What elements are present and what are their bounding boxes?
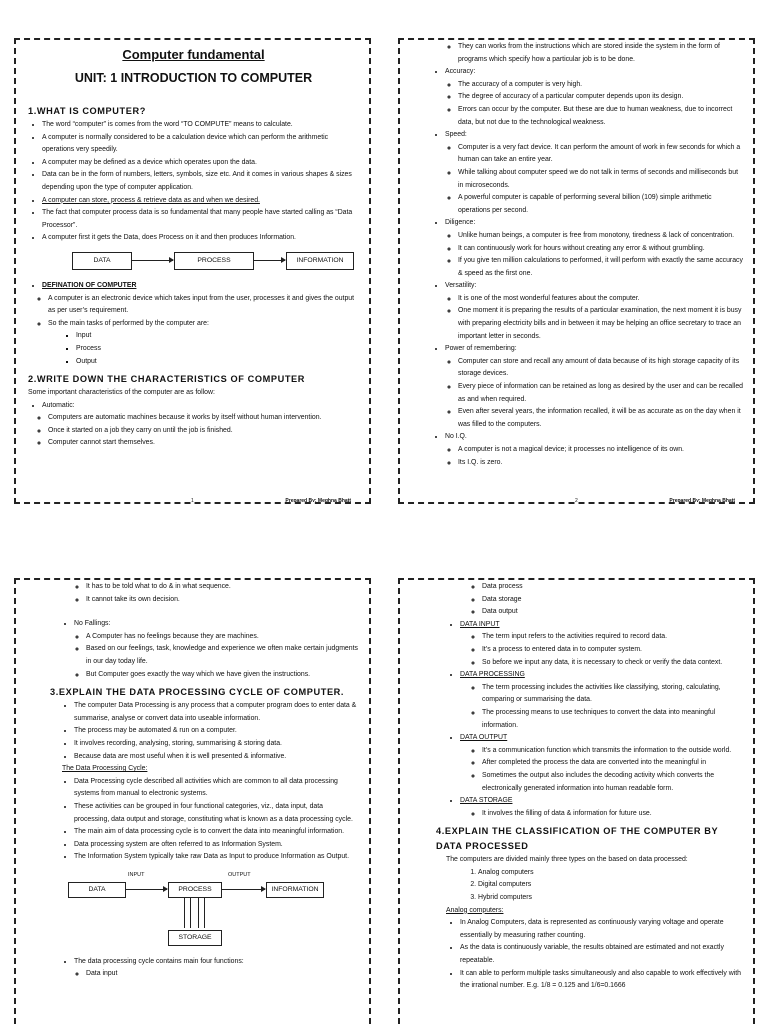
list-item: ◦ It is one of the most wonderful features about the computer. [458, 293, 743, 306]
list-item: • Data can be in the form of numbers, letters, symbols, size etc. And it comes in various shapes & sizes depending upon the type of computer application. [42, 169, 359, 194]
list-item: ◦ The processing means to use techniques to convert the data into meaningful information. [482, 707, 743, 732]
list-item: ◦ So the main tasks of performed by the computer are: [48, 318, 359, 331]
list-item: ▪ Output [76, 356, 359, 369]
list-item: ◦ Based on our feelings, task, knowledge and experience we often make certain judgments in our day today life. [86, 643, 359, 668]
list-item: • A computer may be defined as a device which operates upon the data. [42, 157, 359, 170]
list-item: 1. Analog computers [478, 867, 743, 880]
list-item: ◦ Data output [482, 606, 743, 619]
list-item: ▪ Process [76, 343, 359, 356]
list-item: • In Analog Computers, data is represented as continuously varying voltage and operate essentially by measuring rather counting. [460, 917, 743, 942]
list-item: ◦ Its I.Q. is zero. [458, 457, 743, 470]
list-item: ◦ Computer can store and recall any amount of data because of its high storage capacity of its storage devices. [458, 356, 743, 381]
list-item: • The fact that computer process data is so fundamental that many people have started calling as “Data Processor”. [42, 207, 359, 232]
arrow-icon [221, 889, 265, 890]
list-item: • Diligence: [445, 217, 743, 230]
diagram-box-storage: STORAGE [168, 930, 222, 946]
paragraph: The computers are divided mainly three types on the based on data processed: [446, 856, 688, 864]
list-item: ◦ One moment it is preparing the results of a particular examination, the next moment it is busy with preparing electricity bills and in between it may be helping an office secretary to trace an important letter in seconds. [458, 305, 743, 343]
list-item: ◦ After completed the process the data are converted into the meaningful in [482, 757, 743, 770]
section-heading: 1.WHAT IS COMPUTER? [28, 106, 146, 116]
list-item: ◦ Sometimes the output also includes the decoding activity which converts the electronically generated information into human readable form. [482, 770, 743, 795]
section-heading: 2.WRITE DOWN THE CHARACTERISTICS OF COMPUTER [28, 374, 306, 385]
list-item: ◦ It’s a process to entered data in to computer system. [482, 644, 743, 657]
arrow-icon [125, 889, 167, 890]
list-item: 2. Digital computers [478, 879, 743, 892]
list-item: • No I.Q. [445, 431, 743, 444]
list-item: • A computer can store, process & retrieve data as and when we desired. [42, 195, 359, 208]
arrow-icon [253, 260, 285, 261]
subheading: Analog computers: [446, 906, 504, 914]
list-item: • Data processing system are often referred to as Information System. [74, 839, 359, 852]
list-item: ◦ But Computer goes exactly the way which we have given the instructions. [86, 669, 359, 682]
page-number: 1 [191, 498, 194, 504]
document-page-3 [14, 578, 371, 1024]
list-item: ▪ Input [76, 330, 359, 343]
page-number: 2 [575, 498, 578, 504]
unit-heading: UNIT: 1 INTRODUCTION TO COMPUTER [74, 71, 313, 85]
diagram-box-information: INFORMATION [266, 882, 324, 898]
flow-box-information: INFORMATION [286, 252, 354, 270]
list-item: ◦ They can works from the instructions which are stored inside the system in the form of programs which specify how a particular job is to be done. [458, 41, 743, 66]
data-processing-diagram [28, 872, 359, 950]
diagram-box-process: PROCESS [168, 882, 222, 898]
list-item: • No Fallings: [74, 618, 359, 631]
list-item: ◦ A Computer has no feelings because they are machines. [86, 631, 359, 644]
list-item: • It involves recording, analysing, storing, summarising & storing data. [74, 738, 359, 751]
paragraph: Some important characteristics of the computer are as follow: [28, 389, 215, 397]
prepared-by: Prepared By: Meghna Bhatt [285, 498, 351, 504]
list-item: ◦ Unlike human beings, a computer is free from monotony, tiredness & lack of concentration. [458, 230, 743, 243]
list-item: ◦ If you give ten million calculations to performed, it will perform with exactly the same accuracy & speed as the first one. [458, 255, 743, 280]
list-heading: • DATA STORAGE [460, 795, 743, 808]
flow-diagram [28, 250, 359, 274]
list-item: • As the data is continuously variable, the results obtained are estimated and not exactly repeatable. [460, 942, 743, 967]
list-item: • The word “computer” is comes from the word “TO COMPUTE” means to calculate. [42, 119, 359, 132]
flow-box-data: DATA [72, 252, 132, 270]
list-item: • The main aim of data processing cycle is to convert the data into meaningful information. [74, 826, 359, 839]
section-heading: 4.EXPLAIN THE CLASSIFICATION OF THE COMPUTER BY DATA PROCESSED [436, 826, 719, 852]
list-item: • These activities can be grouped in four functional categories, viz., data input, data processing, data output and storage, constituting what is known as a data processing cycle. [74, 801, 359, 826]
list-item: • A computer is normally considered to be a calculation device which can perform the arithmetic operations very speedily. [42, 132, 359, 157]
list-heading: • DATA INPUT [460, 619, 743, 632]
list-item: 3. Hybrid computers [478, 892, 743, 905]
arrow-icon [131, 260, 173, 261]
list-item: ◦ Computers are automatic machines because it works by itself without human intervention. [48, 412, 359, 425]
prepared-by: Prepared By: Meghna Bhatt [669, 498, 735, 504]
double-arrow-icon [198, 898, 205, 928]
diagram-label-input: INPUT [128, 871, 145, 878]
subheading: The Data Processing Cycle: [62, 765, 148, 773]
diagram-label-output: OUTPUT [228, 871, 251, 878]
list-item: ◦ The degree of accuracy of a particular computer depends upon its design. [458, 91, 743, 104]
definition-heading: • DEFINATION OF COMPUTER [42, 280, 359, 293]
list-item: ◦ Computer is a very fact device. It can perform the amount of work in few seconds for which a human can take an entire year. [458, 142, 743, 167]
list-item: ◦ So before we input any data, it is necessary to check or verify the data context. [482, 657, 743, 670]
list-item: ◦ Data input [86, 968, 359, 981]
list-item: ◦ Data process [482, 581, 743, 594]
list-item: • The Information System typically take raw Data as Input to produce Information as Output. [74, 851, 359, 864]
list-item: • It can able to perform multiple tasks simultaneously and also capable to work effectively with the irrational number. E.g. 1/8 = 0.125 and 1/6=0.1666 [460, 968, 743, 993]
list-item: • Versatility: [445, 280, 743, 293]
list-item: ◦ Once it started on a job they carry on until the job is finished. [48, 425, 359, 438]
list-item: • Automatic: [42, 400, 359, 413]
list-item: ◦ Every piece of information can be retained as long as desired by the user and can be recalled as and when required. [458, 381, 743, 406]
document-title: Computer fundamental [122, 47, 265, 62]
list-item: • Accuracy: [445, 66, 743, 79]
list-item: ◦ A computer is not a magical device; it processes no intelligence of its own. [458, 444, 743, 457]
list-item: ◦ It cannot take its own decision. [86, 594, 359, 607]
document-page-4 [398, 578, 755, 1024]
list-item: ◦ Data storage [482, 594, 743, 607]
list-item: • Data Processing cycle described all activities which are common to all data processing systems from manual to electronic systems. [74, 776, 359, 801]
list-item: ◦ It involves the filling of data & information for future use. [482, 808, 743, 821]
list-item: ◦ It’s a communication function which transmits the information to the outside world. [482, 745, 743, 758]
list-item: • Speed: [445, 129, 743, 142]
list-item: ◦ While talking about computer speed we do not talk in terms of seconds and milliseconds but in microseconds. [458, 167, 743, 192]
flow-box-process: PROCESS [174, 252, 254, 270]
document-page-2 [398, 38, 755, 504]
list-item: ◦ A computer is an electronic device which takes input from the user, processes it and gives the output as per user’s requirement. [48, 293, 359, 318]
list-heading: • DATA OUTPUT [460, 732, 743, 745]
list-item: • Power of remembering: [445, 343, 743, 356]
section-heading: 3.EXPLAIN THE DATA PROCESSING CYCLE OF COMPUTER. [50, 687, 345, 698]
list-item: ◦ Computer cannot start themselves. [48, 437, 359, 450]
list-heading: • DATA PROCESSING [460, 669, 743, 682]
list-item: ◦ The term input refers to the activities required to record data. [482, 631, 743, 644]
list-item: • The computer Data Processing is any process that a computer program does to enter data & summarise, analyse or convert data into useable information. [74, 700, 359, 725]
list-item: • The process may be automated & run on a computer. [74, 725, 359, 738]
list-item: • A computer first it gets the Data, does Process on it and then produces Information. [42, 232, 359, 245]
list-item: ◦ It has to be told what to do & in what sequence. [86, 581, 359, 594]
list-item: ◦ The accuracy of a computer is very high. [458, 79, 743, 92]
list-item: ◦ It can continuously work for hours without creating any error & without grumbling. [458, 243, 743, 256]
list-item: • The data processing cycle contains main four functions: [74, 956, 359, 969]
diagram-box-data: DATA [68, 882, 126, 898]
list-item: ◦ A powerful computer is capable of performing several billion (109) simple arithmetic operations per second. [458, 192, 743, 217]
double-arrow-icon [184, 898, 191, 928]
list-item: ◦ Even after several years, the information recalled, it will be as accurate as on the day when it was filled to the computers. [458, 406, 743, 431]
list-item: • Because data are most useful when it is well presented & informative. [74, 751, 359, 764]
list-item: ◦ Errors can occur by the computer. But these are due to human weakness, due to incorrect data, but not due to the technological weakness. [458, 104, 743, 129]
document-page-1 [14, 38, 371, 504]
list-item: ◦ The term processing includes the activities like classifying, storing, calculating, comparing or summarising the data. [482, 682, 743, 707]
